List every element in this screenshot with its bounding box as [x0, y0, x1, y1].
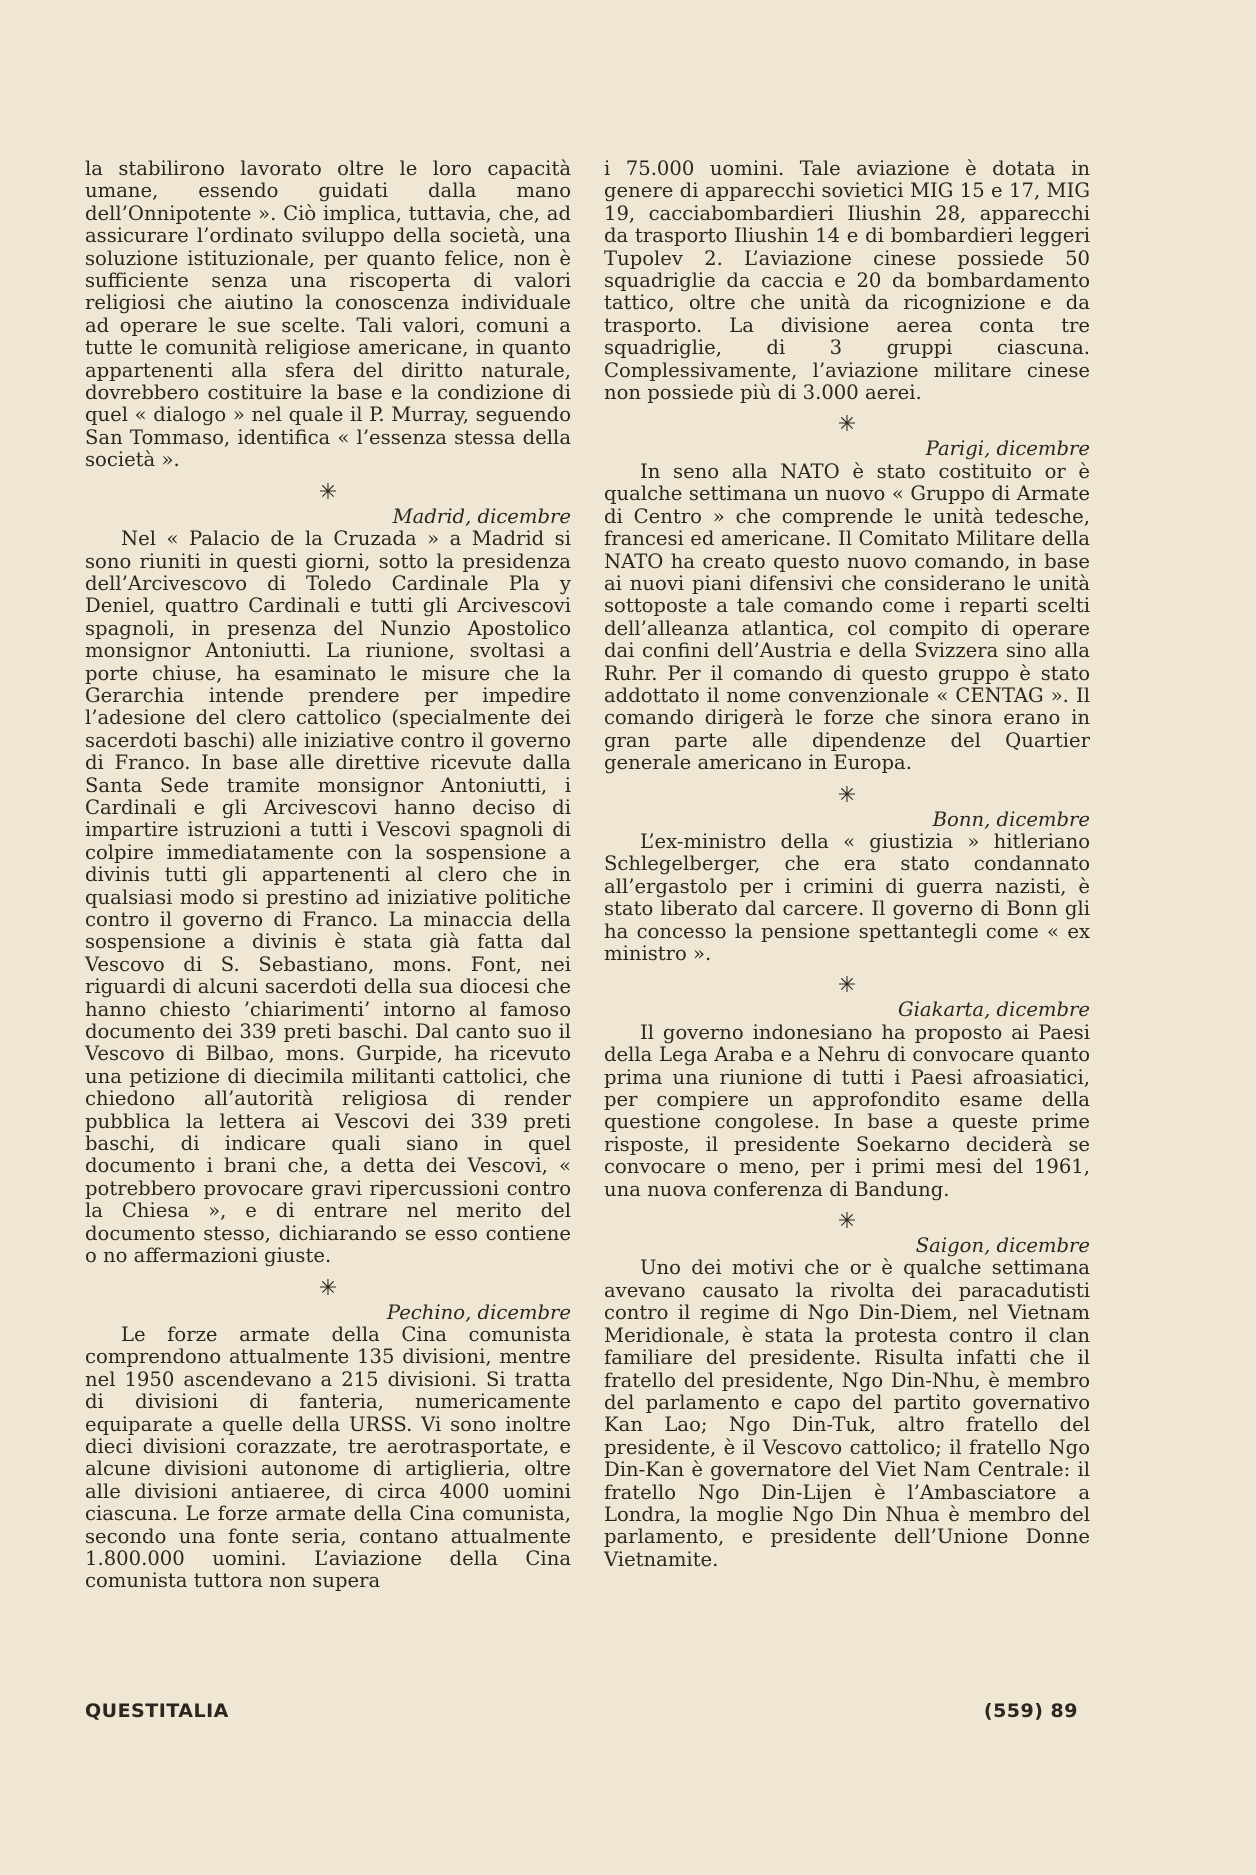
dateline-pechino: Pechino, dicembre [386, 1300, 571, 1324]
article-saigon: Uno dei motivi che or è qualche settimana avevano causato la rivolta dei paracadutisti contro il regime di Ngo Din-Diem, nel Vietnam Meridionale, è stata la protesta contro il clan familiare del presidente. Risulta infatti che il fratello del presidente, Ngo Din-Nhu, è membro del parlamento e capo del partito governativo Kan Lao; Ngo Din-Tuk, altro fratello del presidente, è il Vescovo cattolico; il fratello Ngo Din-Kan è governatore del Viet Nam Centrale: il fratello Ngo Din-Lijen è l’Ambasciatore a Londra, la moglie Ngo Din Nhua è membro del parlamento, e presidente dell’Unione Donne Vietnamite. [604, 1256, 1090, 1571]
section-separator: ✳ [318, 479, 338, 505]
dateline-madrid: Madrid, dicembre [392, 504, 571, 528]
magazine-name: QUESTITALIA [85, 1700, 229, 1722]
section-separator: ✳ [837, 782, 857, 808]
section-separator: ✳ [837, 1209, 857, 1235]
page-number: (559) 89 [983, 1700, 1078, 1722]
pechino-continuation: i 75.000 uomini. Tale aviazione è dotata in genere di apparecchi sovietici MIG 15 e 17, MIG 19, cacciabombardieri Iliushin 28, apparecchi da trasporto Iliushin 14 e di bombardieri leggeri Tupolev 2. L’aviazione cinese possiede 50 squadriglie da caccia e 20 da bombardamento tattico, oltre che unità da ricognizione e da trasporto. La divisione aerea conta tre squadriglie, di 3 gruppi ciascuna. Complessivamente, l’aviazione militare cinese non possiede più di 3.000 aerei. [604, 157, 1090, 405]
article-pechino: Le forze armate della Cina comunista comprendono attualmente 135 divisioni, mentre nel 1950 ascendevano a 215 divisioni. Si tratta di divisioni di fanteria, numericamente equiparate a quelle della URSS. Vi sono inoltre dieci divisioni corazzate, tre aerotrasportate, e alcune divisioni autonome di artiglieria, oltre alle divisioni antiaeree, di circa 4000 uomini ciascuna. Le forze armate della Cina comunista, secondo una fonte seria, contano attualmente 1.800.000 uomini. L’aviazione della Cina comunista tuttora non supera [85, 1322, 571, 1593]
section-separator: ✳ [318, 1275, 338, 1301]
article-bonn: L’ex-ministro della « giustizia » hitleriano Schlegelberger, che era stato condannato all’ergastolo per i crimini di guerra nazisti, è stato liberato dal carcere. Il governo di Bonn gli ha concesso la pensione spettantegli come « ex ministro ». [604, 829, 1090, 965]
section-separator: ✳ [837, 973, 857, 999]
intro-paragraph: la stabilirono lavorato oltre le loro capacità umane, essendo guidati dalla mano dell’Onnipotente ». Ciò implica, tuttavia, che, ad assicurare l’ordinato sviluppo della società, una soluzione istituzionale, per quanto felice, non è sufficiente senza una riscoperta di valori religiosi che aiutino la conoscenza individuale ad operare le sue scelte. Tali valori, comuni a tutte le comunità religiose americane, in quanto appartenenti alla sfera del diritto naturale, dovrebbero costituire la base e la condizione di quel « dialogo » nel quale il P. Murray, seguendo San Tommaso, identifica « l’essenza stessa della società ». [85, 157, 571, 472]
right-column [604, 158, 1090, 1571]
dateline-bonn: Bonn, dicembre [932, 807, 1090, 831]
article-madrid: Nel « Palacio de la Cruzada » a Madrid si sono riuniti in questi giorni, sotto la presidenza dell’Arcivescovo di Toledo Cardinale Pla y Deniel, quattro Cardinali e tutti gli Arcivescovi spagnoli, in presenza del Nunzio Apostolico monsignor Antoniutti. La riunione, svoltasi a porte chiuse, ha esaminato le misure che la Gerarchia intende prendere per impedire l’adesione del clero cattolico (specialmente dei sacerdoti baschi) alle iniziative contro il governo di Franco. In base alle direttive ricevute dalla Santa Sede tramite monsignor Antoniutti, i Cardinali e gli Arcivescovi hanno deciso di impartire istruzioni a tutti i Vescovi spagnoli di colpire immediatamente con la sospensione a divinis tutti gli appartenenti al clero che in qualsiasi modo si prestino ad iniziative politiche contro il governo di Franco. La minaccia della sospensione a divinis è stata già fatta dal Vescovo di S. Sebastiano, mons. Font, nei riguardi di alcuni sacerdoti della sua diocesi che hanno chiesto ’chiarimenti’ intorno al famoso documento dei 339 preti baschi. Dal canto suo il Vescovo di Bilbao, mons. Gurpide, ha ricevuto una petizione di diecimila militanti cattolici, che chiedono all’autorità religiosa di render pubblica la lettera ai Vescovi dei 339 preti baschi, di indicare quali siano in quel documento i brani che, a detta dei Vescovi, « potrebbero provocare gravi ripercussioni contro la Chiesa », e di entrare nel merito del documento stesso, dichiarando se esso contiene o no affermazioni giuste. [85, 527, 571, 1268]
section-separator: ✳ [837, 412, 857, 438]
article-parigi: In seno alla NATO è stato costituito or è qualche settimana un nuovo « Gruppo di Armate di Centro » che comprende le unità tedesche, francesi ed americane. Il Comitato Militare della NATO ha creato questo nuovo comando, in base ai nuovi piani difensivi che considerano le unità sottoposte a tale comando come i reparti scelti dell’alleanza atlantica, col compito di operare dai confini dell’Austria e della Svizzera sino alla Ruhr. Per il comando di questo gruppo è stato addottato il nome convenzionale « CENTAG ». Il comando dirigerà le forze che sinora erano in gran parte alle dipendenze del Quartier generale americano in Europa. [604, 459, 1090, 775]
dateline-parigi: Parigi, dicembre [925, 437, 1090, 461]
dateline-giakarta: Giakarta, dicembre [898, 998, 1090, 1022]
left-column [85, 158, 571, 1593]
article-giakarta: Il governo indonesiano ha proposto ai Paesi della Lega Araba e a Nehru di convocare quanto prima una riunione di tutti i Paesi afroasiatici, per compiere un approfondito esame della questione congolese. In base a queste prime risposte, il presidente Soekarno deciderà se convocare o meno, per i primi mesi del 1961, una nuova conferenza di Bandung. [604, 1020, 1090, 1201]
dateline-saigon: Saigon, dicembre [915, 1234, 1090, 1258]
